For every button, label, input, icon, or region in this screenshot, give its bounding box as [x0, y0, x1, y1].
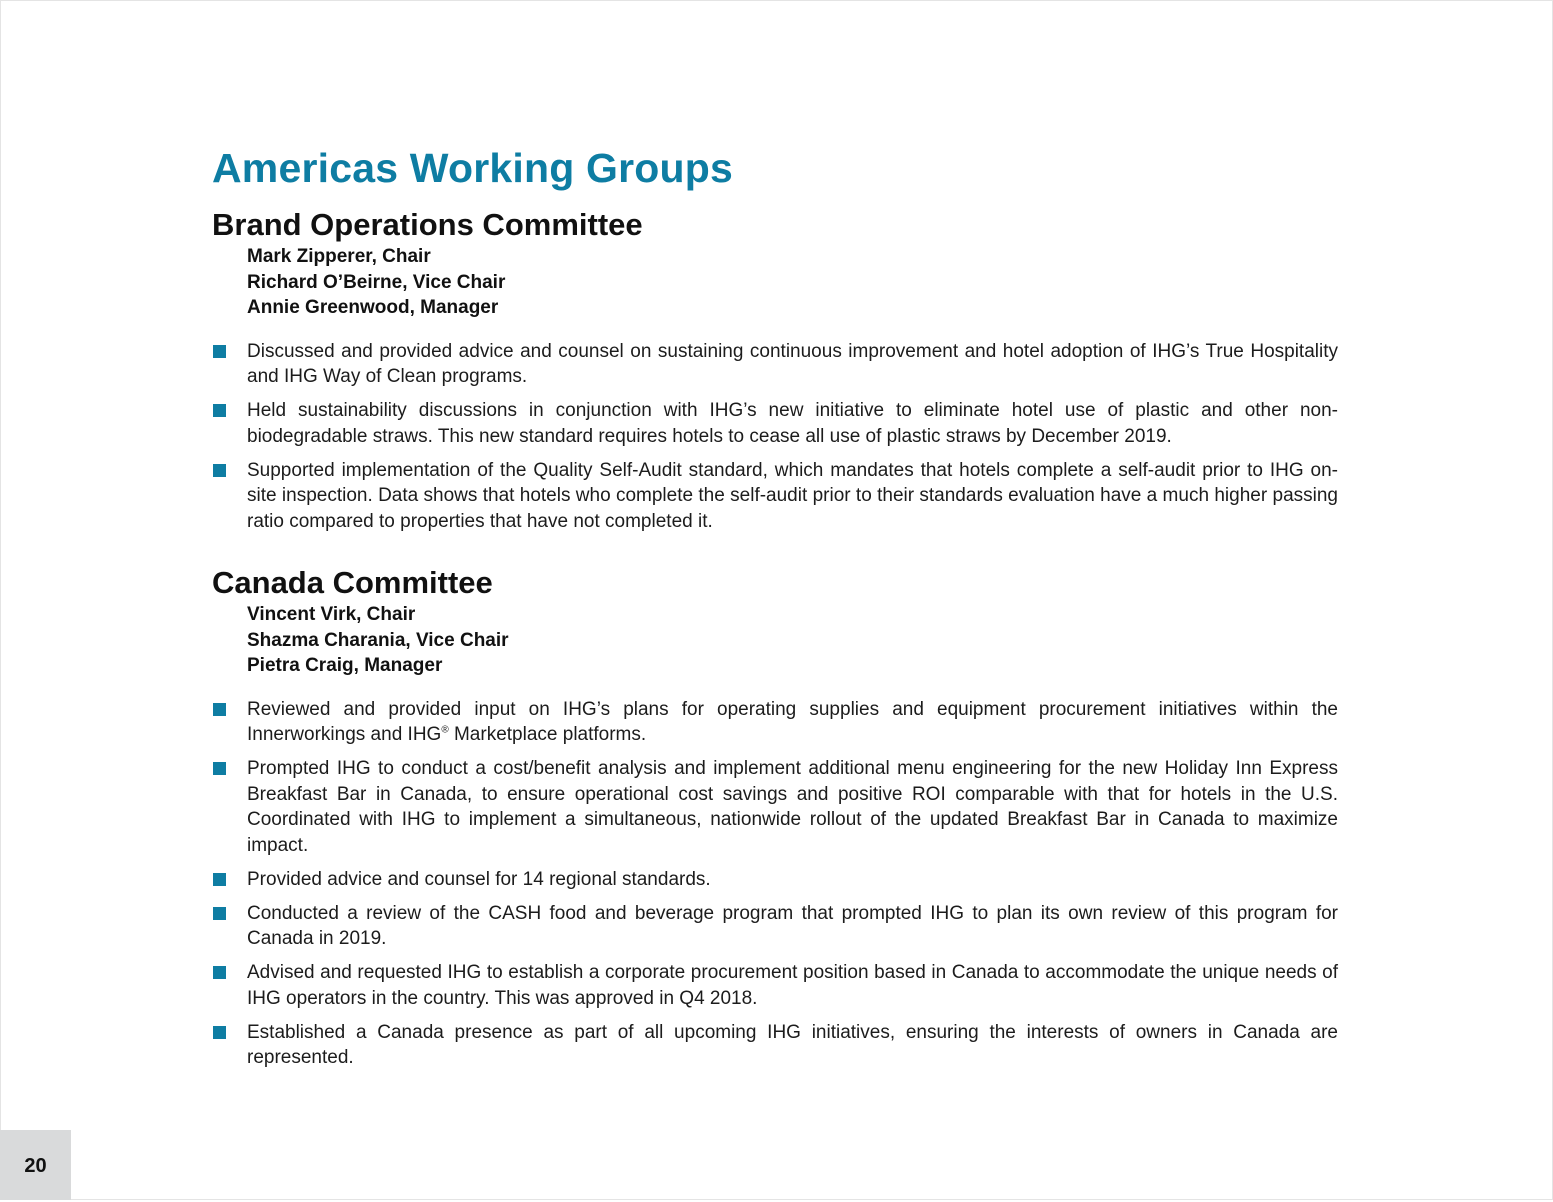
list-item [212, 398, 1338, 449]
square-bullet-icon [213, 345, 226, 358]
member-manager: Annie Greenwood, Manager [247, 297, 499, 318]
brand-operations-section [212, 206, 1338, 534]
square-bullet-icon [213, 907, 226, 920]
square-bullet-icon [213, 873, 226, 886]
list-item [212, 901, 1338, 952]
canada-committee-members [247, 602, 1338, 679]
list-item-text: Discussed and provided advice and counsel on sustaining continuous improvement and hotel adoption of IHG’s True Hospitality and IHG Way of Clean programs. [247, 340, 1338, 387]
list-item-text: Supported implementation of the Quality Self-Audit standard, which mandates that hotels complete a self-audit prior to IHG on-site inspection. Data shows that hotels who complete the self-audit prior to their standards evaluation have a much higher passing ratio compared to properties that have not completed it. [247, 459, 1338, 532]
list-item-text: Established a Canada presence as part of all upcoming IHG initiatives, ensuring the interests of owners in Canada are represented. [247, 1021, 1338, 1068]
list-item [212, 697, 1338, 748]
member-chair: Mark Zipperer, Chair [247, 246, 431, 267]
square-bullet-icon [213, 703, 226, 716]
canada-committee-heading: Canada Committee [212, 565, 493, 600]
list-item-text: Advised and requested IHG to establish a corporate procurement position based in Canada to accommodate the unique needs of IHG operators in the country. This was approved in Q4 2018. [247, 962, 1338, 1009]
page-title: Americas Working Groups [212, 145, 734, 191]
list-item-text: Provided advice and counsel for 14 regional standards. [247, 868, 711, 890]
list-item [212, 339, 1338, 390]
list-item [212, 756, 1338, 858]
member-chair: Vincent Virk, Chair [247, 604, 416, 625]
list-item [212, 867, 1338, 893]
list-item-text: Reviewed and provided input on IHG’s plans for operating supplies and equipment procurement initiatives within the Innerworkings and IHG [247, 698, 1338, 745]
list-item [212, 960, 1338, 1011]
square-bullet-icon [213, 404, 226, 417]
square-bullet-icon [213, 762, 226, 775]
list-item [212, 1020, 1338, 1071]
brand-operations-heading: Brand Operations Committee [212, 207, 643, 242]
square-bullet-icon [213, 1026, 226, 1039]
square-bullet-icon [213, 966, 226, 979]
member-vice-chair: Richard O’Beirne, Vice Chair [247, 271, 506, 293]
list-item-text: Held sustainability discussions in conjunction with IHG’s new initiative to eliminate hotel use of plastic and other non-biodegradable straws. This new standard requires hotels to cease all use of plastic straws by December 2019. [247, 400, 1338, 447]
square-bullet-icon [213, 464, 226, 477]
canada-committee-section [212, 564, 1338, 1071]
member-manager: Pietra Craig, Manager [247, 655, 443, 676]
registered-mark: ® [441, 724, 449, 736]
brand-operations-bullets [212, 339, 1338, 535]
brand-operations-members [247, 244, 1338, 321]
canada-committee-bullets [212, 697, 1338, 1071]
member-vice-chair: Shazma Charania, Vice Chair [247, 629, 509, 651]
list-item-text: Prompted IHG to conduct a cost/benefit analysis and implement additional menu engineering for the new Holiday Inn Express Breakfast Bar in Canada, to ensure operational cost savings and positive ROI comparable with that for hotels in the U.S. Coordinated with IHG to implement a simultaneous, nationwide rollout of the updated Breakfast Bar in Canada to maximize impact. [247, 758, 1338, 856]
list-item [212, 458, 1338, 535]
list-item-text-end: Marketplace platforms. [448, 724, 647, 745]
list-item-text: Conducted a review of the CASH food and beverage program that prompted IHG to plan its own review of this program for Canada in 2019. [247, 902, 1338, 949]
page-number: 20 [24, 1155, 47, 1177]
document-content [212, 140, 1338, 1079]
